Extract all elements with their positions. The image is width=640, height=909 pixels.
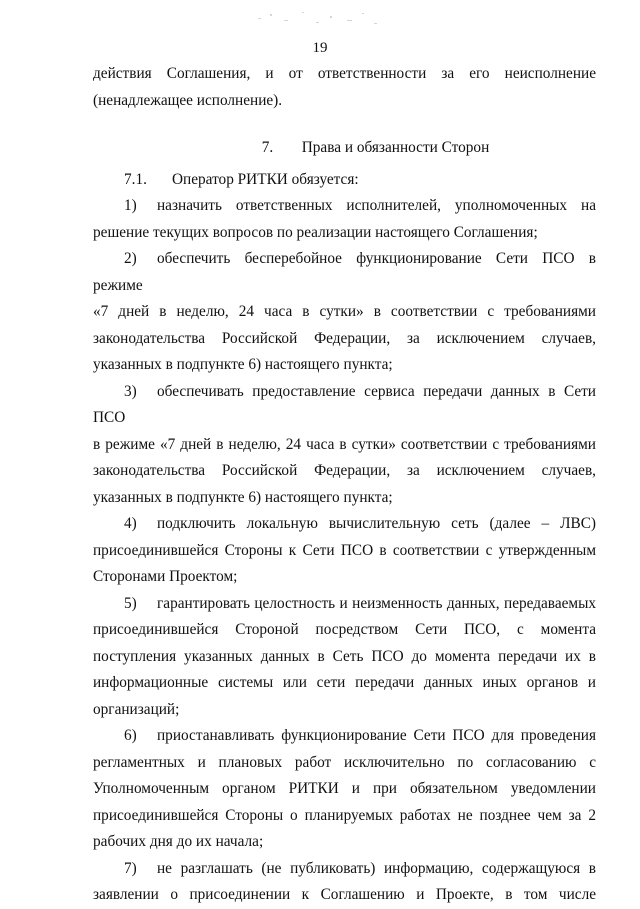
list-item-text: гарантировать целостность и неизменность данных, передаваемых — [157, 594, 596, 612]
list-item-text: назначить ответственных исполнителей, уполномоченных на — [157, 197, 596, 214]
list-item-first-line — [93, 193, 596, 220]
list-item-first-line — [93, 723, 596, 750]
document-body — [93, 61, 596, 909]
list-item-first-line — [93, 856, 596, 883]
list-item-first-line — [93, 246, 596, 299]
list-item-first-line — [93, 591, 596, 618]
subsection-heading — [93, 167, 596, 194]
list-item-first-line — [93, 511, 596, 538]
list-item-text: обеспечить бесперебойное функционирование Сети ПСО в режиме — [93, 250, 596, 294]
list-item-continuation: решение текущих вопросов по реализации настоящего Соглашения; — [93, 223, 538, 241]
list-item-continuation: регламентных и плановых работ исключительно по согласованию с Уполномоченным органом РИТКИ и при обязательном уведомлении присоединившейся Стороны о планируемых работах не позднее чем за 2 рабочих дня до их начала; — [93, 753, 596, 850]
list-item-marker: 5) — [124, 594, 137, 612]
list-item-marker: 1) — [124, 197, 137, 214]
list-item-marker: 2) — [124, 250, 137, 267]
list-item-text: не разглашать (не публиковать) информацию, содержащуюся в — [157, 859, 596, 877]
list-item-continuation: «7 дней в неделю, 24 часа в сутки» в соответствии с требованиями законодательства Российской Федерации, за исключением случаев, указанных в подпункте 6) настоящего пункта; — [93, 303, 596, 373]
list-item-text: обеспечивать предоставление сервиса передачи данных в Сети ПСО — [93, 382, 596, 426]
list-item-text: подключить локальную вычислительную сеть (далее – ЛВС) — [157, 515, 596, 532]
list-item-marker: 3) — [124, 382, 137, 400]
list-item-continuation: заявлении о присоединении к Соглашению и Проекте, в том числе — [93, 886, 596, 903]
list-item-marker: 6) — [124, 727, 137, 744]
section-title: Права и обязанности Сторон — [301, 139, 490, 156]
subsection-text: Оператор РИТКИ обязуется: — [172, 170, 359, 188]
list-item-marker: 7) — [124, 859, 137, 877]
list-item-first-line — [93, 379, 596, 432]
section-heading — [93, 135, 596, 162]
section-number: 7. — [261, 139, 274, 156]
subsection-number: 7.1. — [124, 170, 147, 188]
list-item-text: приостанавливать функционирование Сети ПСО для проведения — [157, 727, 596, 744]
list-item-continuation: в режиме «7 дней в неделю, 24 часа в сутки» соответствии с требованиями законодательства Российской Федерации, за исключением случаев, указанных в подпункте 6) настоящего пункта; — [93, 435, 596, 506]
list-item-continuation: присоединившейся Стороны к Сети ПСО в соответствии с утвержденным Сторонами Проектом; — [93, 541, 596, 585]
list-item-marker: 4) — [124, 515, 137, 532]
page-number: 19 — [312, 40, 328, 56]
scan-artifact — [250, 8, 390, 30]
intro-paragraph-line: (ненадлежащее исполнение). — [93, 91, 283, 109]
list-item-continuation: присоединившейся Стороной посредством Сети ПСО, с момента поступления указанных данных в Сеть ПСО до момента передачи их в информационные системы или сети передачи данных иных органов и организаций; — [93, 621, 596, 718]
intro-paragraph-line: действия Соглашения, и от ответственности за его неисполнение — [93, 65, 596, 82]
